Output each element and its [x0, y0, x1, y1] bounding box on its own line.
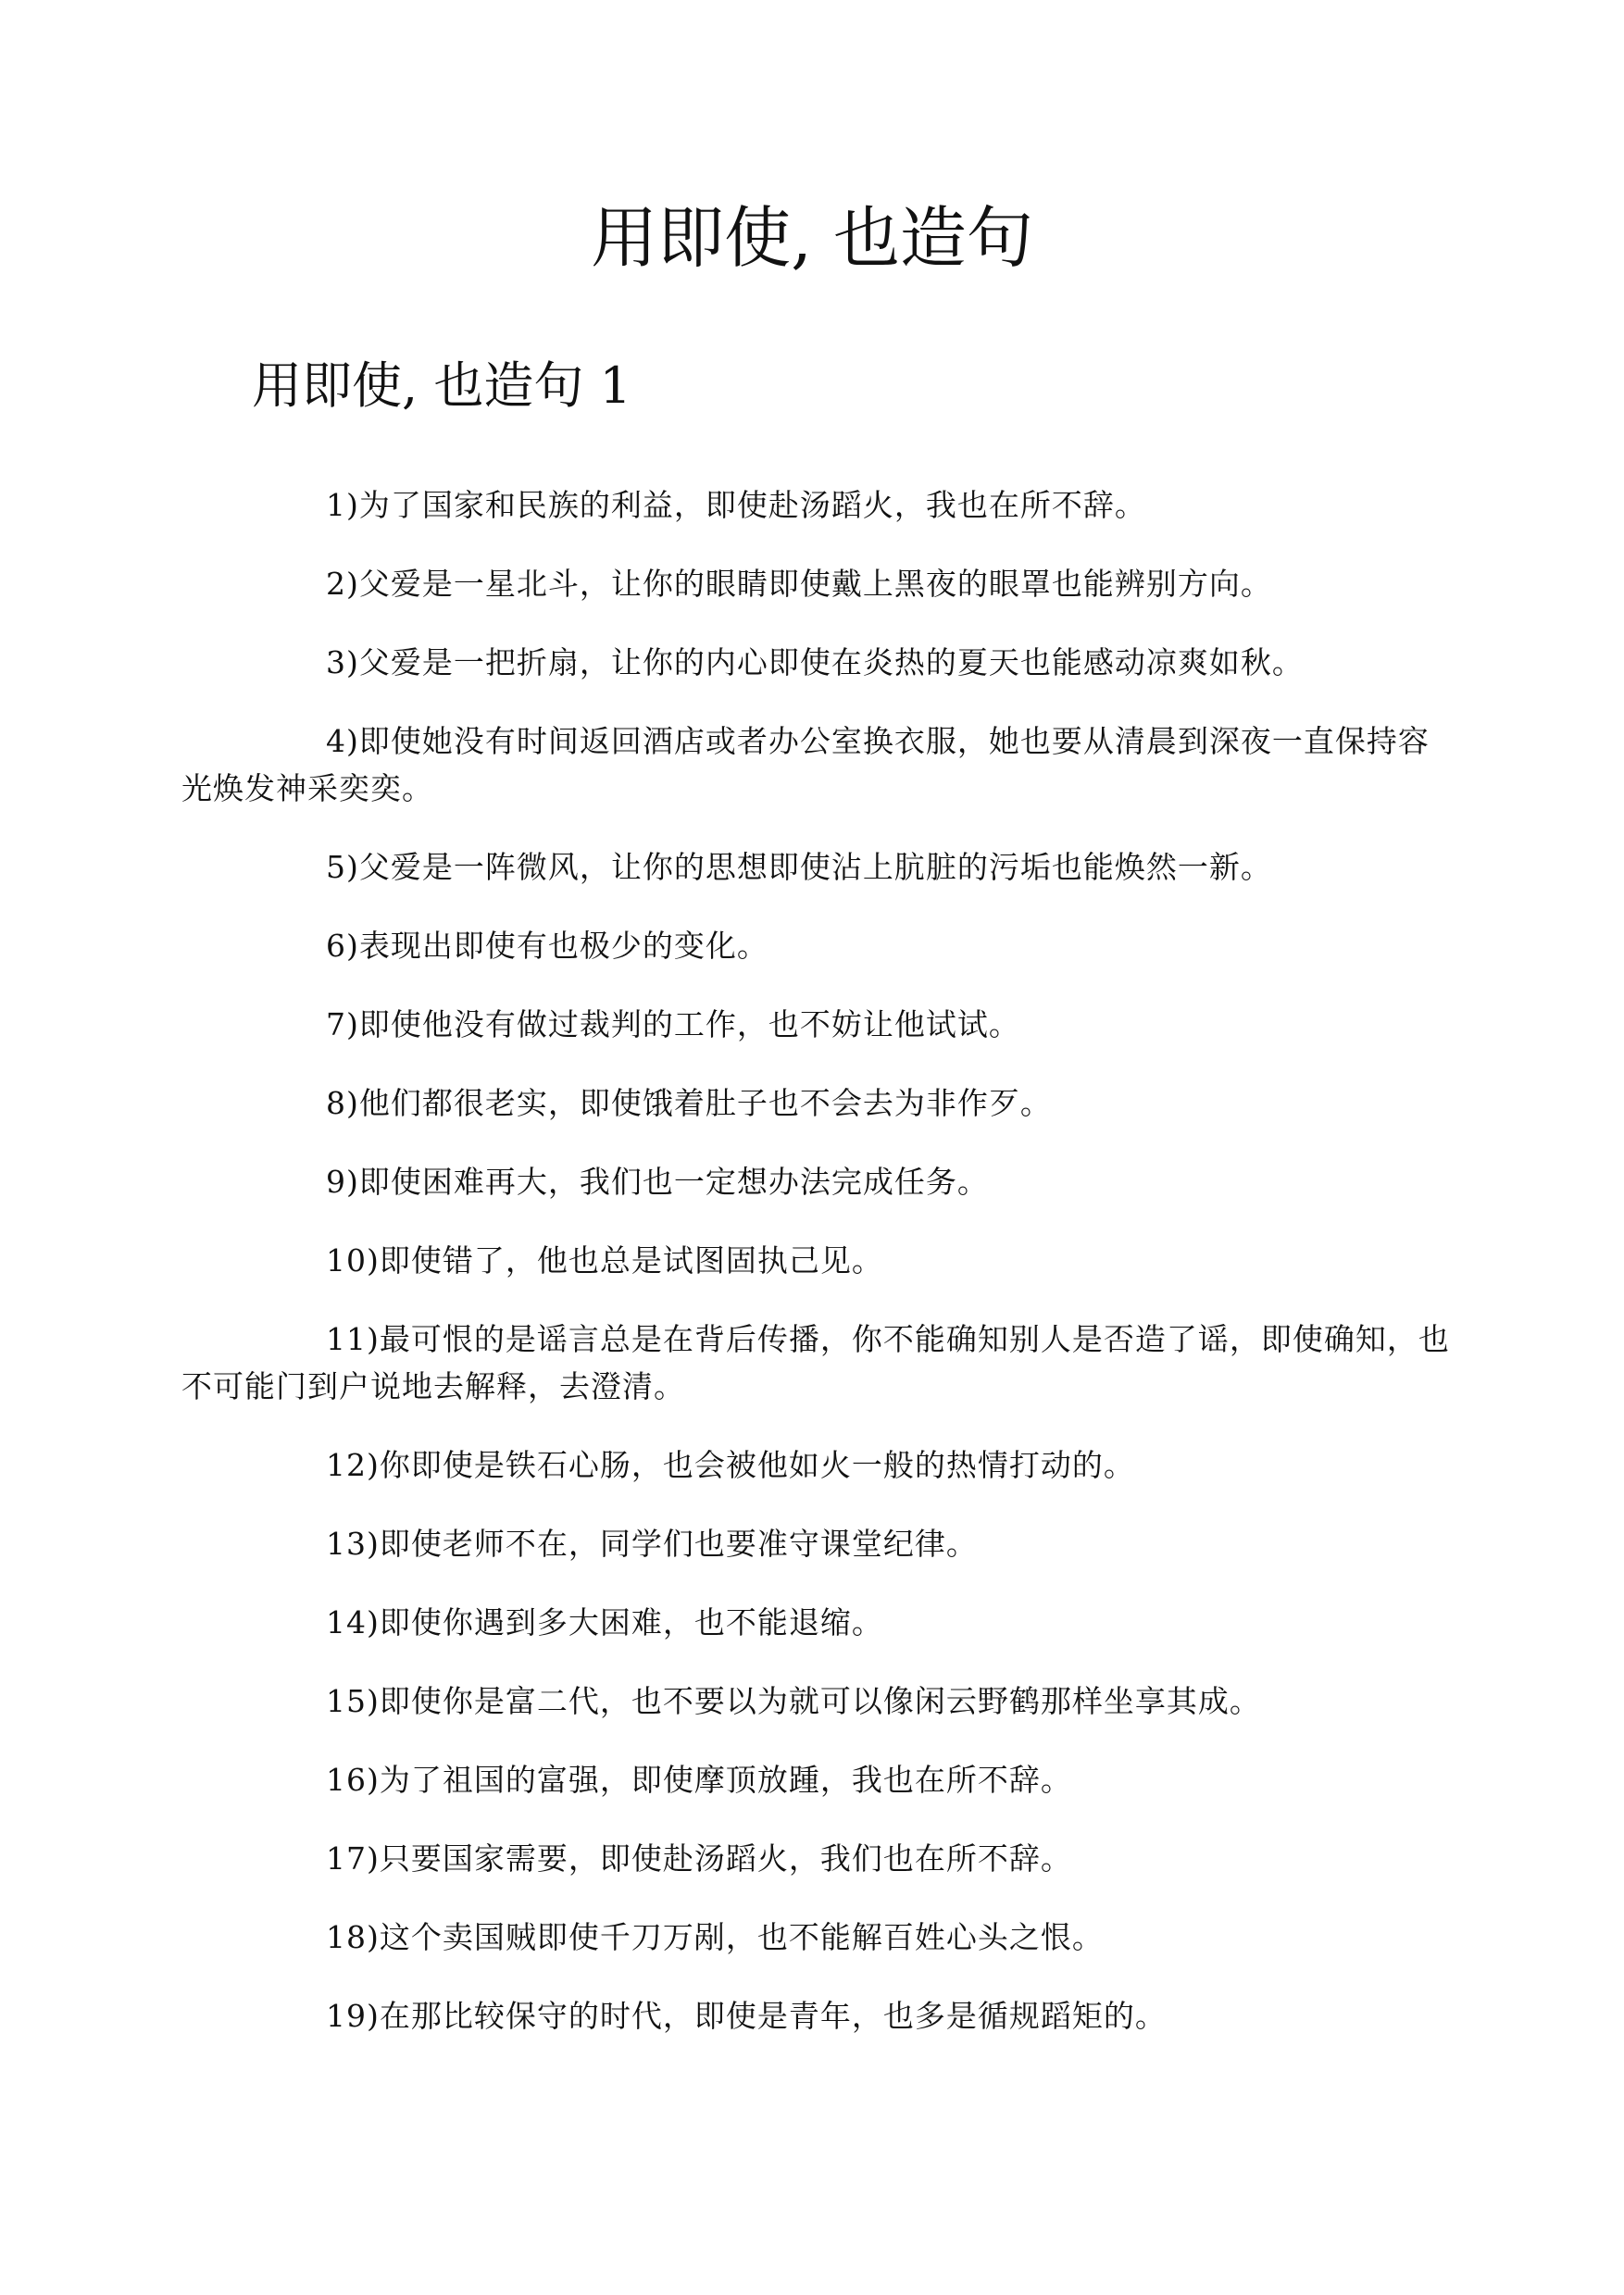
- sentence-text: 他们都很老实，即使饿着肚子也不会去为非作歹。: [358, 1085, 1052, 1121]
- sentence-text: 即使老师不在，同学们也要准守课堂纪律。: [379, 1526, 978, 1562]
- sentence-text: 父爱是一把折扇，让你的内心即使在炎热的夏天也能感动凉爽如秋。: [358, 644, 1304, 680]
- sentence-number: 2): [326, 566, 359, 602]
- sentence-number: 5): [326, 849, 359, 885]
- sentence-text: 这个卖国贼即使千刀万剐，也不能解百姓心头之恨。: [379, 1919, 1104, 1955]
- sentence-item: [181, 1079, 1459, 1127]
- sentence-number: 13): [326, 1526, 380, 1562]
- sentence-number: 7): [326, 1006, 359, 1042]
- sentence-item: [181, 1756, 1459, 1803]
- sentence-text: 为了国家和民族的利益，即使赴汤蹈火，我也在所不辞。: [358, 487, 1146, 523]
- sentence-number: 14): [326, 1604, 380, 1640]
- sentence-text: 表现出即使有也极少的变化。: [358, 928, 768, 964]
- sentence-item: [181, 1678, 1459, 1725]
- sentence-number: 17): [326, 1840, 380, 1877]
- sentence-text: 为了祖国的富强，即使摩顶放踵，我也在所不辞。: [379, 1762, 1072, 1798]
- sentence-item: [181, 1158, 1459, 1205]
- sentence-text: 最可恨的是谣言总是在背后传播，你不能确知别人是否造了谣，即使确知，也不可能门到户说地去解释，去澄清。: [181, 1321, 1450, 1404]
- sentence-number: 9): [326, 1164, 359, 1200]
- sentence-item: [181, 1835, 1459, 1882]
- sentence-item: [181, 1441, 1459, 1489]
- sentence-text: 在那比较保守的时代，即使是青年，也多是循规蹈矩的。: [379, 1998, 1167, 2034]
- sentence-number: 18): [326, 1919, 380, 1955]
- sentence-number: 4): [326, 723, 359, 759]
- sentence-text: 父爱是一阵微风，让你的思想即使沾上肮脏的污垢也能焕然一新。: [358, 849, 1272, 885]
- sentence-number: 1): [326, 487, 359, 523]
- sentence-text: 即使她没有时间返回酒店或者办公室换衣服，她也要从清晨到深夜一直保持容光焕发神采奕奕。: [181, 723, 1430, 806]
- sentence-text: 即使错了，他也总是试图固执己见。: [379, 1242, 883, 1278]
- sentence-item: [181, 1599, 1459, 1646]
- sentence-number: 11): [326, 1321, 380, 1357]
- sentence-item: [181, 1914, 1459, 1961]
- sentence-item: [181, 639, 1459, 686]
- sentence-text: 即使你是富二代，也不要以为就可以像闲云野鹤那样坐享其成。: [379, 1683, 1261, 1719]
- sentence-item: [181, 1992, 1459, 2039]
- sentence-item: [181, 1316, 1459, 1410]
- sentence-item: [181, 1520, 1459, 1567]
- sentence-number: 6): [326, 928, 359, 964]
- sentence-item: [181, 1237, 1459, 1284]
- sentence-item: [181, 481, 1459, 529]
- sentence-number: 8): [326, 1085, 359, 1121]
- sentence-number: 19): [326, 1998, 380, 2034]
- sentence-number: 12): [326, 1447, 380, 1483]
- sentence-text: 即使你遇到多大困难，也不能退缩。: [379, 1604, 883, 1640]
- document-title: 用即使, 也造句: [591, 199, 1033, 277]
- sentence-item: [181, 717, 1459, 812]
- sentence-text: 即使他没有做过裁判的工作，也不妨让他试试。: [358, 1006, 1020, 1042]
- sentence-text: 只要国家需要，即使赴汤蹈火，我们也在所不辞。: [379, 1840, 1072, 1877]
- sentence-text: 你即使是铁石心肠，也会被他如火一般的热情打动的。: [379, 1447, 1135, 1483]
- sentence-item: [181, 922, 1459, 969]
- sentence-text: 父爱是一星北斗，让你的眼睛即使戴上黑夜的眼罩也能辨别方向。: [358, 566, 1272, 602]
- section-heading: 用即使, 也造句 1: [252, 356, 631, 415]
- sentence-text: 即使困难再大，我们也一定想办法完成任务。: [358, 1164, 989, 1200]
- sentence-item: [181, 560, 1459, 607]
- sentence-number: 10): [326, 1242, 380, 1278]
- sentence-item: [181, 843, 1459, 891]
- sentence-number: 3): [326, 644, 359, 680]
- sentence-number: 16): [326, 1762, 380, 1798]
- sentence-list: [181, 481, 1459, 2071]
- sentence-number: 15): [326, 1683, 380, 1719]
- sentence-item: [181, 1001, 1459, 1048]
